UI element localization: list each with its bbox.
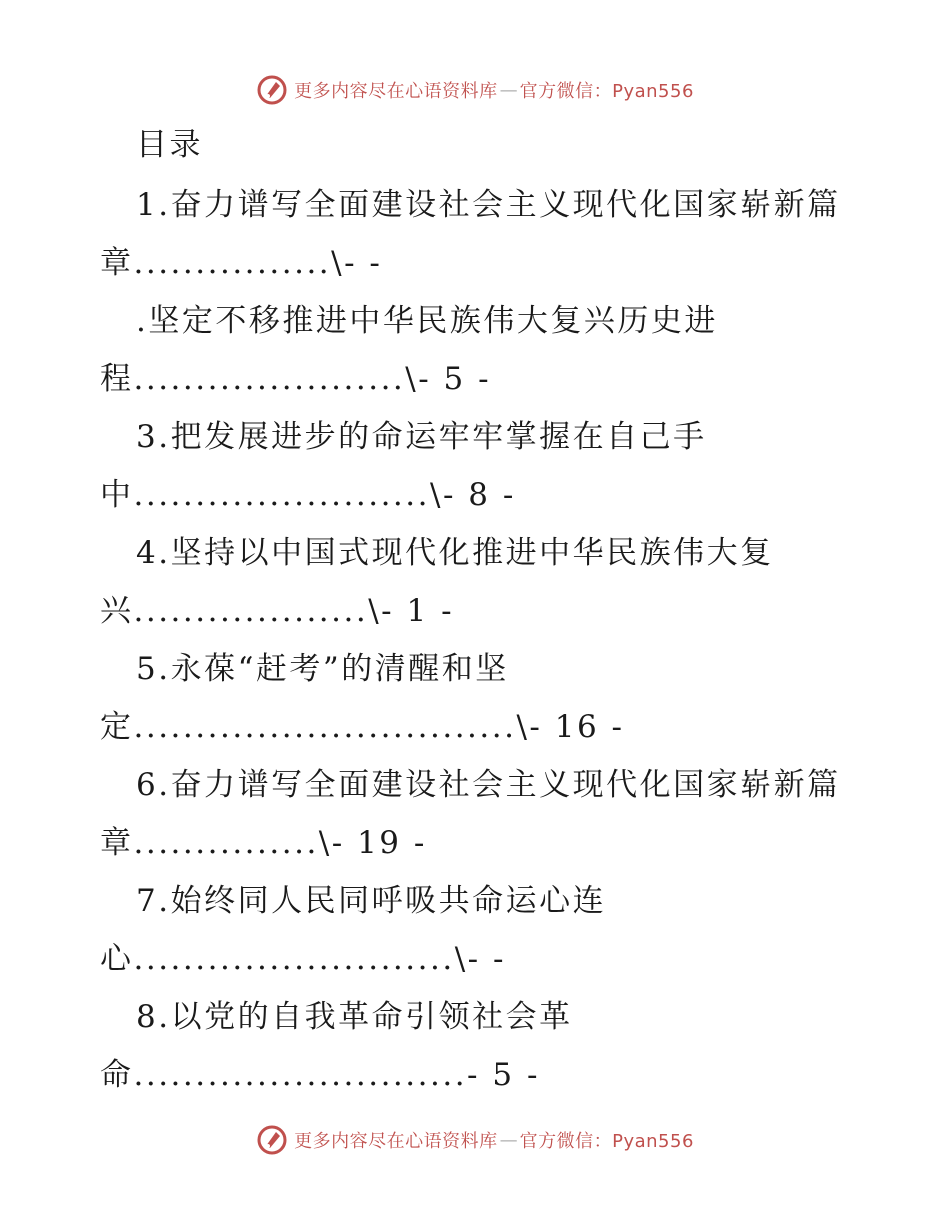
watermark-wechat: 官方微信：Pyan556 [519,1131,694,1152]
toc-entry-3-title[interactable]: 3.把发展进步的命运牢牢掌握在自己手 [136,419,707,455]
pen-nib-logo-icon [256,74,288,106]
toc-entry-2-page[interactable]: 程......................\- 5 - [100,361,492,397]
toc-entry-1-page[interactable]: 章................\- - [100,245,383,281]
toc-entry-1-title[interactable]: 1.奋力谱写全面建设社会主义现代化国家崭新篇 [136,187,841,223]
watermark-text: 更多内容尽在心语资料库 [294,1131,498,1152]
footer-watermark [0,1120,950,1160]
toc-entry-2-title[interactable]: .坚定不移推进中华民族伟大复兴历史进 [136,303,718,339]
toc-entry-8-page[interactable]: 命...........................- 5 - [100,1057,540,1093]
watermark-wechat: 官方微信：Pyan556 [519,81,694,102]
toc-entry-6-page[interactable]: 章...............\- 19 - [100,825,427,861]
toc-title: 目录 [136,127,203,163]
pen-nib-logo-icon [256,1124,288,1156]
watermark-dash: — [499,1129,518,1151]
toc-entry-8-title[interactable]: 8.以党的自我革命引领社会革 [136,999,573,1035]
toc-entry-5-title[interactable]: 5.永葆“赶考”的清醒和坚 [136,651,509,687]
watermark-text: 更多内容尽在心语资料库 [294,81,498,102]
watermark-dash: — [499,79,518,101]
toc-entry-7-title[interactable]: 7.始终同人民同呼吸共命运心连 [136,883,607,919]
toc-entry-4-title[interactable]: 4.坚持以中国式现代化推进中华民族伟大复 [136,535,774,571]
header-watermark [0,70,950,110]
toc-entry-5-page[interactable]: 定...............................\- 16 - [100,709,625,745]
toc-entry-7-page[interactable]: 心..........................\- - [100,941,506,977]
toc-entry-6-title[interactable]: 6.奋力谱写全面建设社会主义现代化国家崭新篇 [136,767,841,803]
toc-entry-4-page[interactable]: 兴...................\- 1 - [100,593,455,629]
toc-entry-3-page[interactable]: 中........................\- 8 - [100,477,516,513]
